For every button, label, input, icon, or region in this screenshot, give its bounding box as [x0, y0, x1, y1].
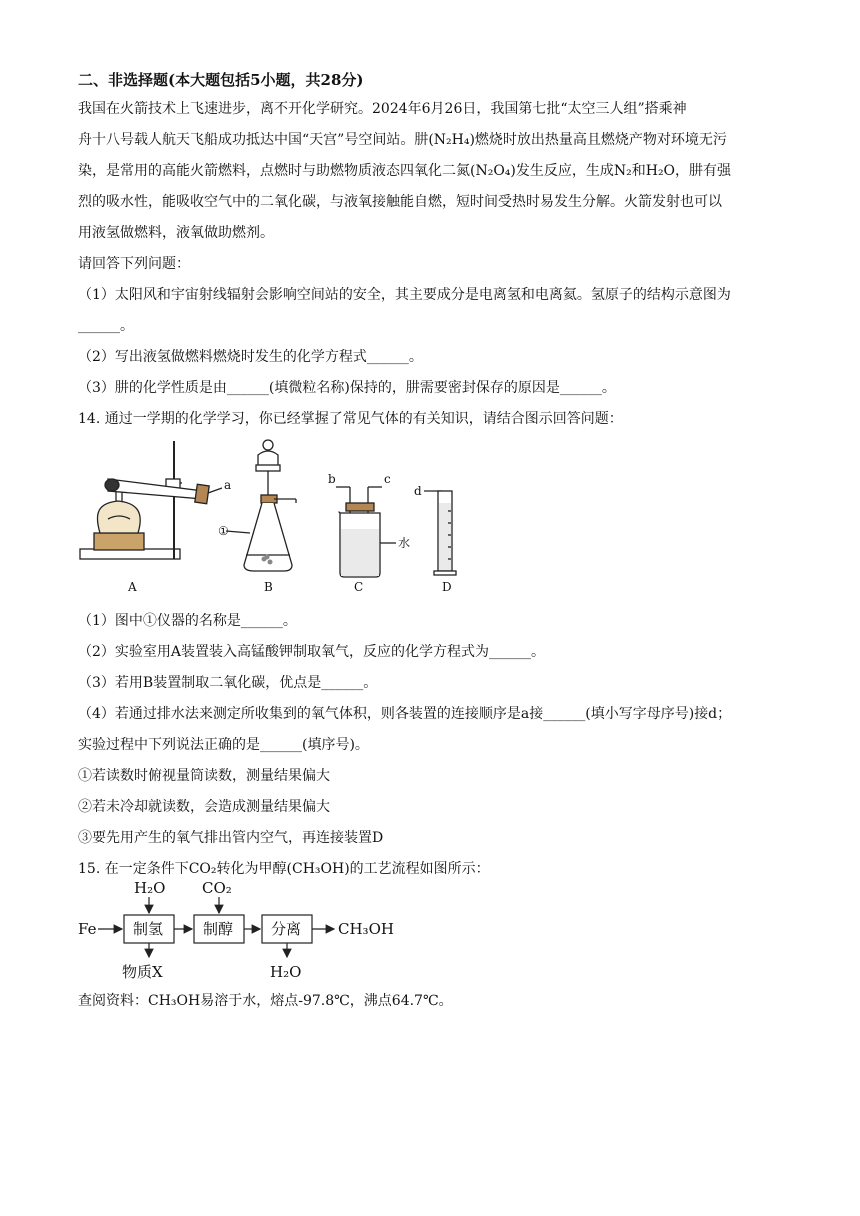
- flow-product: CH₃OH: [338, 920, 394, 938]
- label-circle1: ①: [218, 524, 229, 538]
- label-C: C: [354, 580, 364, 594]
- q13-line-4: 烈的吸水性，能吸收空气中的二氧化碳，与液氧接触能自燃，短时间受热时易发生分解。火箭发射也可以: [78, 194, 722, 210]
- q14-option-2: ②若未冷却就读数，会造成测量结果偏大: [78, 799, 330, 815]
- flow-input-h2o: H₂O: [134, 879, 166, 897]
- label-D: D: [442, 580, 452, 594]
- apparatus-c: [336, 487, 396, 577]
- question-13: [78, 99, 798, 398]
- apparatus-a: [80, 441, 222, 559]
- flow-input-co2: CO₂: [202, 879, 232, 897]
- question-14: [78, 409, 798, 848]
- apparatus-d: [424, 491, 456, 575]
- label-water: 水: [398, 536, 411, 550]
- q13-line-1: 我国在火箭技术上飞速进步，离不开化学研究。2024年6月26日，我国第七批“太空三人组”搭乘神: [78, 101, 687, 117]
- q13-prompt: 请回答下列问题：: [78, 256, 190, 272]
- apparatus-b: [226, 440, 296, 571]
- flow-box-separation: 分离: [271, 920, 302, 938]
- q15-note: 查阅资料：CH₃OH易溶于水，熔点-97.8℃，沸点64.7℃。: [78, 993, 453, 1009]
- section-heading: 二、非选择题(本大题包括5小题，共28分): [78, 71, 364, 89]
- flow-output-x: 物质X: [122, 963, 163, 981]
- q14-sub2: （2）实验室用A装置装入高锰酸钾制取氧气，反应的化学方程式为______。: [78, 644, 546, 660]
- q13-sub1-line-2: ______。: [78, 318, 134, 334]
- label-A: A: [128, 580, 137, 594]
- label-B: B: [264, 580, 273, 594]
- question-15: [78, 859, 798, 1011]
- q13-line-2: 舟十八号载人航天飞船成功抵达中国“天宫”号空间站。肼(N₂H₄)燃烧时放出热量高且燃烧产物对环境无污: [78, 132, 727, 148]
- flow-box-hydrogen: 制氢: [133, 920, 164, 938]
- q13-line-5: 用液氢做燃料，液氧做助燃剂。: [78, 225, 274, 241]
- q14-option-3: ③要先用产生的氧气排出管内空气，再连接装置D: [78, 830, 384, 846]
- q13-sub2: （2）写出液氢做燃料燃烧时发生的化学方程式______。: [78, 349, 423, 365]
- flow-box-methanol: 制醇: [203, 920, 234, 938]
- flow-input-fe: Fe: [78, 920, 97, 938]
- q13-line-3: 染，是常用的高能火箭燃料，点燃时与助燃物质液态四氧化二氮(N₂O₄)发生反应，生成N₂和H₂O，肼有强: [78, 163, 732, 179]
- process-flowchart: [78, 879, 438, 989]
- exam-page: [78, 70, 798, 1011]
- q13-sub3: （3）肼的化学性质是由______(填微粒名称)保持的，肼需要密封保存的原因是______。: [78, 380, 616, 396]
- label-a: a: [224, 478, 232, 492]
- q14-sub3: （3）若用B装置制取二氧化碳，优点是______。: [78, 675, 378, 691]
- label-c: c: [384, 472, 391, 486]
- q14-intro: 14. 通过一学期的化学学习，你已经掌握了常见气体的有关知识，请结合图示回答问题：: [78, 411, 623, 427]
- label-d: d: [414, 484, 422, 498]
- q14-sub4-line-2: 实验过程中下列说法正确的是______(填序号)。: [78, 737, 369, 753]
- q13-sub1-line-1: （1）太阳风和宇宙射线辐射会影响空间站的安全，其主要成分是电离氢和电离氦。氢原子的结构示意图为: [78, 287, 731, 303]
- q14-sub4-line-1: （4）若通过排水法来测定所收集到的氧气体积，则各装置的连接顺序是a接______(填小写字母序号)接d；: [78, 706, 732, 722]
- q15-intro: 15. 在一定条件下CO₂转化为甲醇(CH₃OH)的工艺流程如图所示：: [78, 861, 490, 877]
- apparatus-figure: [78, 433, 478, 603]
- flow-output-h2o: H₂O: [270, 963, 302, 981]
- q14-sub1: （1）图中①仪器的名称是______。: [78, 613, 297, 629]
- q14-option-1: ①若读数时俯视量筒读数，测量结果偏大: [78, 768, 330, 784]
- label-b: b: [328, 472, 336, 486]
